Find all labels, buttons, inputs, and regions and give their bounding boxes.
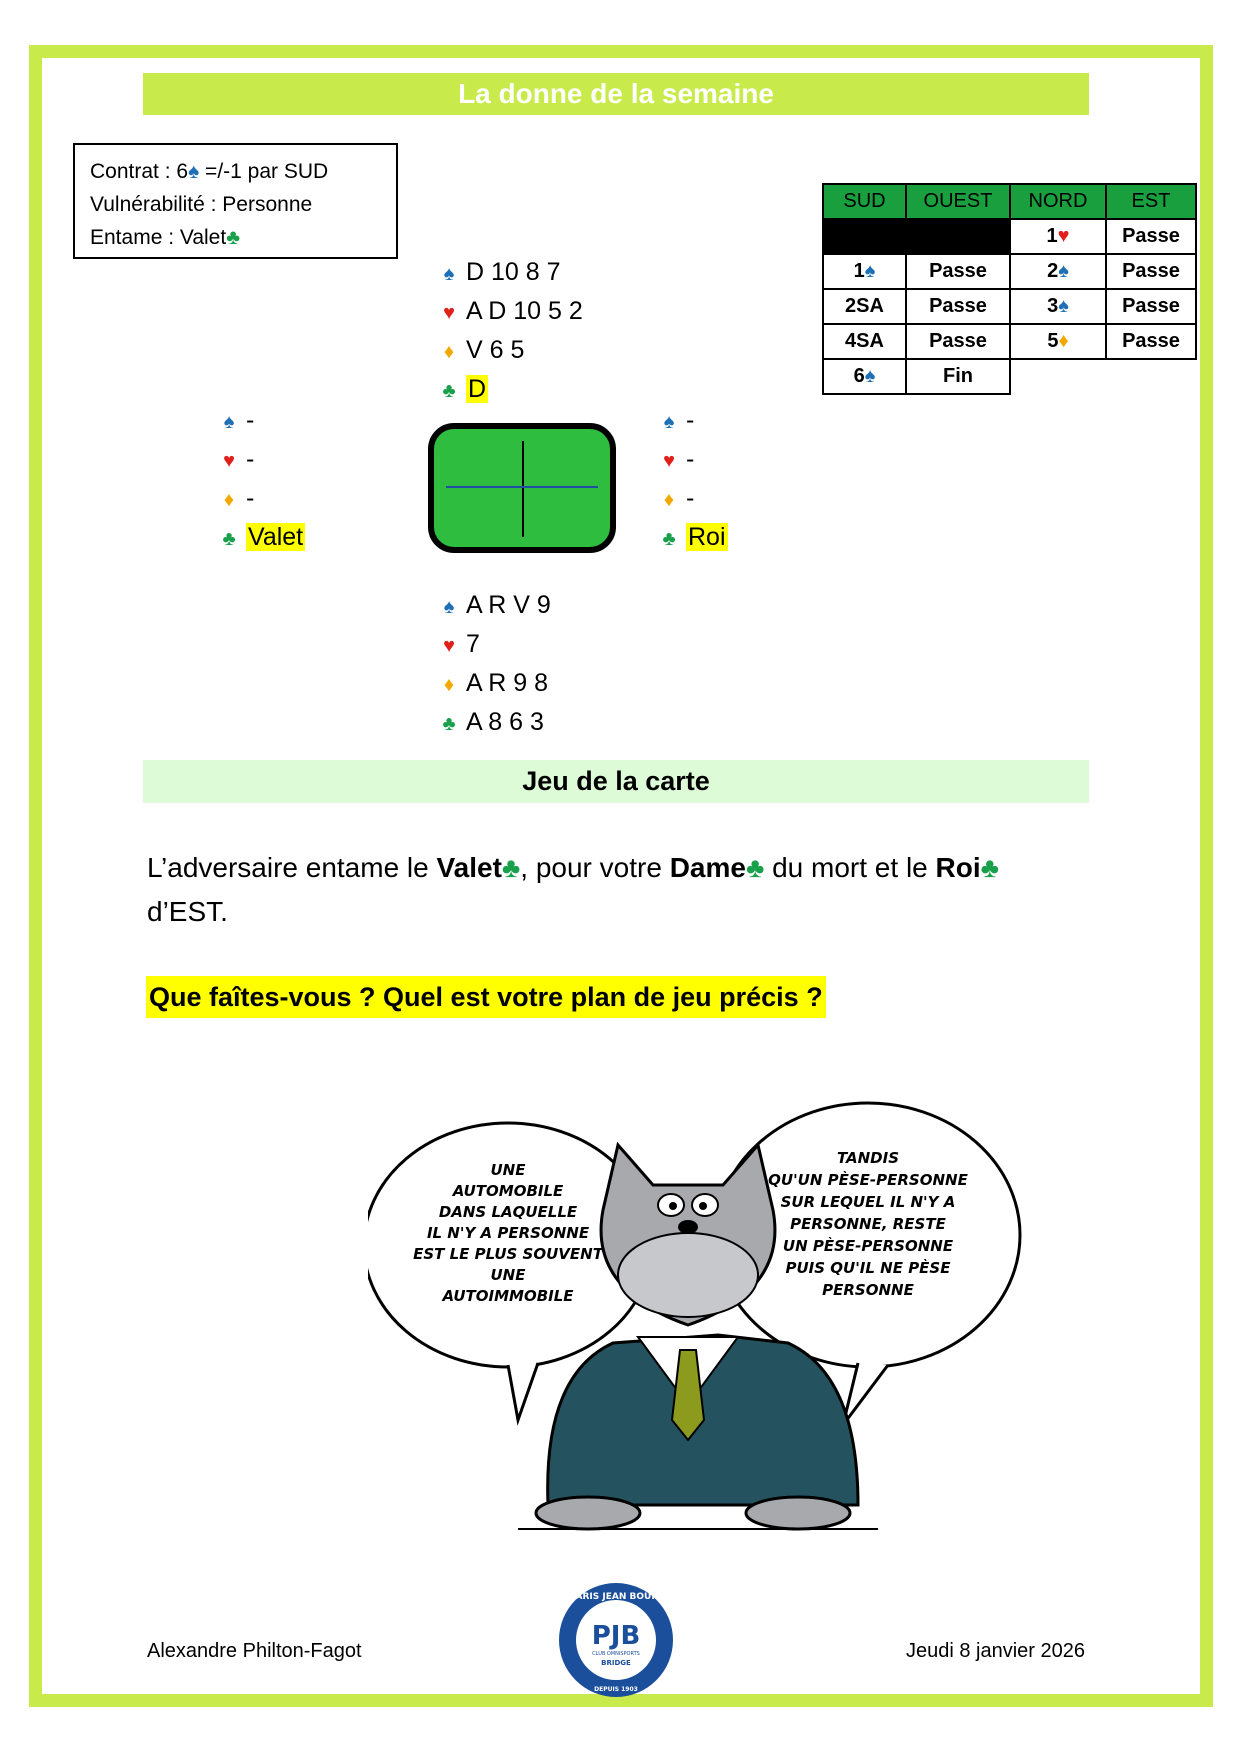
svg-text:PERSONNE: PERSONNE <box>822 1281 914 1299</box>
bid-cell: Passe <box>906 254 1010 289</box>
bidding-header: SUD <box>823 184 906 219</box>
club-icon: ♣ <box>745 852 765 883</box>
svg-text:TANDIS: TANDIS <box>836 1149 900 1167</box>
spade-icon: ♠ <box>1058 260 1069 282</box>
diamond-icon: ♦ <box>663 489 675 511</box>
bid-cell: Passe <box>1106 289 1196 324</box>
spade-icon: ♠ <box>1058 295 1069 317</box>
bid-cell: Passe <box>1106 324 1196 359</box>
diamond-icon: ♦ <box>223 489 235 511</box>
svg-text:BRIDGE: BRIDGE <box>601 1659 631 1667</box>
bidding-header: OUEST <box>906 184 1010 219</box>
heart-icon: ♥ <box>663 450 675 472</box>
diamond-icon: ♦ <box>443 341 455 363</box>
bidding-table <box>822 183 1197 395</box>
contract-line: Contrat : 6♠ =/-1 par SUD <box>90 160 329 183</box>
svg-text:PJB: PJB <box>591 1621 641 1651</box>
svg-text:SUR LEQUEL IL N'Y A: SUR LEQUEL IL N'Y A <box>780 1193 956 1211</box>
diamond-icon: ♦ <box>1058 330 1069 352</box>
spade-icon: ♠ <box>223 411 235 433</box>
diamond-icon: ♦ <box>443 674 455 696</box>
club-icon: ♣ <box>226 226 240 249</box>
svg-text:UNE: UNE <box>490 1161 526 1179</box>
spade-icon: ♠ <box>443 596 455 618</box>
svg-text:AUTOIMMOBILE: AUTOIMMOBILE <box>442 1287 574 1305</box>
bidding-row <box>823 254 1196 289</box>
svg-text:DANS LAQUELLE: DANS LAQUELLE <box>438 1203 578 1221</box>
club-icon: ♣ <box>442 380 456 402</box>
question-text: Que faîtes-vous ? Quel est votre plan de jeu précis ? <box>146 976 826 1018</box>
bid-cell: 6♠ <box>823 359 906 394</box>
card-table-icon <box>428 423 616 553</box>
body-paragraph: L’adversaire entame le Valet♣, pour votre Dame♣ du mort et le Roi♣ d’EST. <box>147 852 999 927</box>
bidding-row <box>823 289 1196 324</box>
bid-cell: Passe <box>906 289 1010 324</box>
club-icon: ♣ <box>501 852 521 883</box>
east-hand: ♠ - ♥ - ♦ - ♣ Roi <box>660 402 728 558</box>
bidding-header: NORD <box>1010 184 1106 219</box>
bidding-row <box>823 219 1196 254</box>
west-hand: ♠ - ♥ - ♦ - ♣ Valet <box>220 402 305 558</box>
bidding-row <box>823 359 1196 394</box>
bid-cell: 2SA <box>823 289 906 324</box>
contract-box <box>73 143 398 259</box>
heart-icon: ♥ <box>223 450 235 472</box>
club-icon: ♣ <box>980 852 999 883</box>
bid-cell: 3♠ <box>1010 289 1106 324</box>
spade-icon: ♠ <box>864 365 876 387</box>
author-name: Alexandre Philton-Fagot <box>147 1640 362 1662</box>
bidding-row <box>823 324 1196 359</box>
svg-text:UN PÈSE-PERSONNE: UN PÈSE-PERSONNE <box>782 1237 954 1255</box>
bid-cell: Passe <box>906 324 1010 359</box>
bid-cell: 2♠ <box>1010 254 1106 289</box>
vulnerability-line: Vulnérabilité : Personne <box>90 193 313 216</box>
lead-line: Entame : Valet♣ <box>90 226 240 249</box>
bid-cell: 4SA <box>823 324 906 359</box>
date-text: Jeudi 8 janvier 2026 <box>905 1640 1085 1662</box>
cat-cartoon-illustration <box>368 1075 1096 1540</box>
svg-text:IL N'Y A PERSONNE: IL N'Y A PERSONNE <box>426 1224 590 1242</box>
bid-cell: Passe <box>1106 254 1196 289</box>
pjb-logo <box>554 1581 678 1699</box>
svg-text:CLUB OMNISPORTS: CLUB OMNISPORTS <box>592 1651 640 1657</box>
club-icon: ♣ <box>662 528 676 550</box>
svg-text:DEPUIS 1903: DEPUIS 1903 <box>594 1686 638 1693</box>
svg-text:PERSONNE, RESTE: PERSONNE, RESTE <box>790 1215 946 1233</box>
bid-cell: Passe <box>1106 219 1196 254</box>
spade-icon: ♠ <box>663 411 675 433</box>
bid-cell: 1♥ <box>1010 219 1106 254</box>
bid-cell: Fin <box>906 359 1010 394</box>
svg-text:PARIS JEAN BOUIN: PARIS JEAN BOUIN <box>569 1592 663 1602</box>
section-title: Jeu de la carte <box>143 760 1089 803</box>
right-speech-bubble <box>768 1149 968 1299</box>
spade-icon: ♠ <box>443 263 455 285</box>
south-hand: ♠ A R V 9 ♥ 7 ♦ A R 9 8 ♣ A 8 6 3 <box>440 587 551 743</box>
bid-cell: 5♦ <box>1010 324 1106 359</box>
heart-icon: ♥ <box>443 635 455 657</box>
north-hand: ♠ D 10 8 7 ♥ A D 10 5 2 ♦ V 6 5 ♣ D <box>440 254 583 410</box>
heart-icon: ♥ <box>1057 225 1070 247</box>
spade-icon: ♠ <box>188 160 200 183</box>
club-icon: ♣ <box>442 713 456 735</box>
spade-icon: ♠ <box>864 260 876 282</box>
svg-text:UNE: UNE <box>490 1266 526 1284</box>
page-title: La donne de la semaine <box>143 73 1089 115</box>
svg-text:PUIS QU'IL NE PÈSE: PUIS QU'IL NE PÈSE <box>785 1259 951 1277</box>
svg-text:QU'UN PÈSE-PERSONNE: QU'UN PÈSE-PERSONNE <box>768 1171 968 1189</box>
bidding-header-row <box>823 184 1196 219</box>
bid-cell: 1♠ <box>823 254 906 289</box>
svg-text:AUTOMOBILE: AUTOMOBILE <box>452 1182 564 1200</box>
heart-icon: ♥ <box>443 302 455 324</box>
bidding-header: EST <box>1106 184 1196 219</box>
club-icon: ♣ <box>222 528 236 550</box>
svg-text:EST LE PLUS SOUVENT: EST LE PLUS SOUVENT <box>413 1245 603 1263</box>
